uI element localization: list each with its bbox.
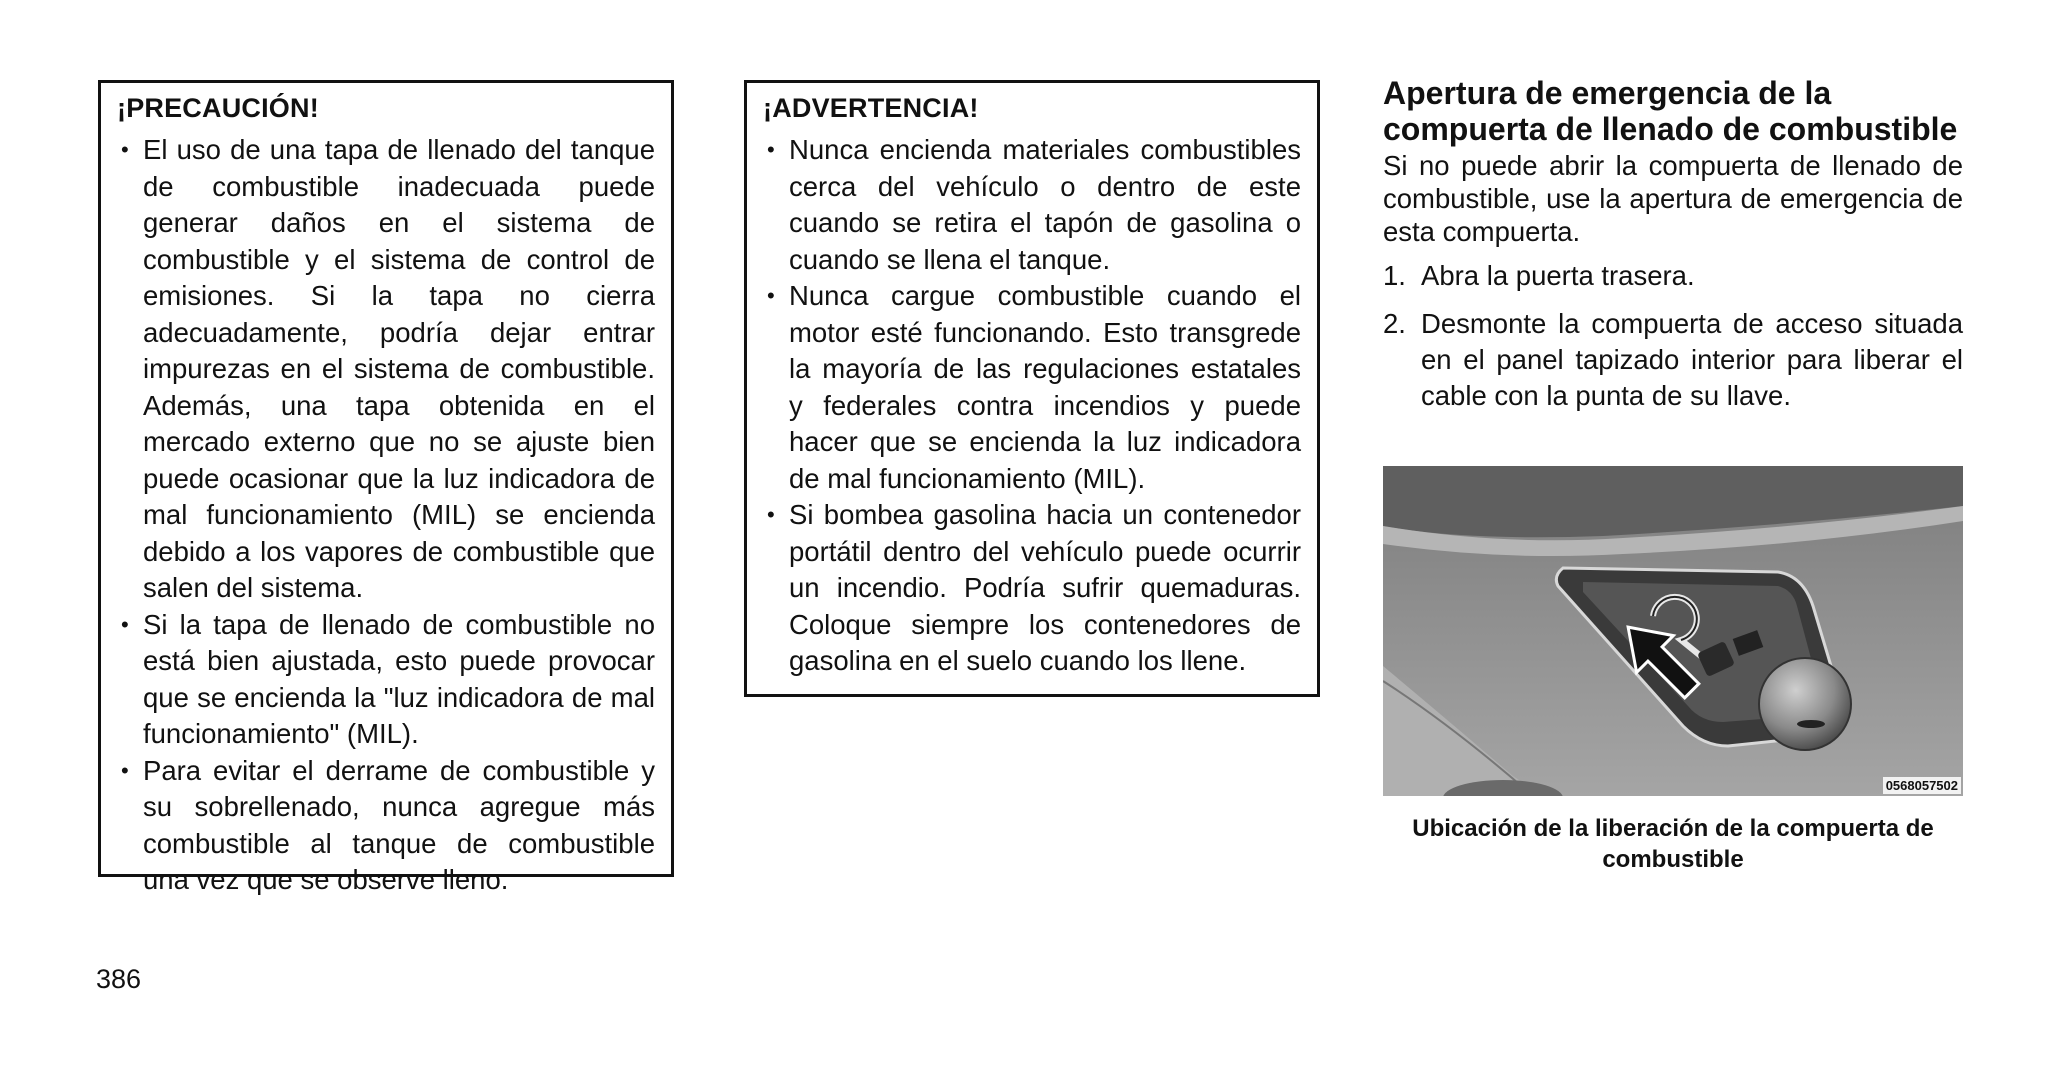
- section-heading: Apertura de emergencia de la compuerta de llenado de combustible: [1383, 75, 1958, 147]
- step-number: 1.: [1383, 260, 1406, 291]
- caution-item: • Si la tapa de llenado de combustible no está bien ajustada, esto puede provocar que se encienda la "luz indicadora de mal funcionamiento" (MIL).: [121, 608, 655, 749]
- step-number: 2.: [1383, 308, 1406, 339]
- fuel-door-release-photo: [1383, 466, 1963, 796]
- bullet-icon: •: [121, 757, 129, 783]
- figure-caption: Ubicación de la liberación de la compuerta de combustible: [1412, 815, 1934, 873]
- bullet-icon: •: [121, 137, 129, 162]
- caution-list: [117, 132, 655, 899]
- warning-list: [763, 132, 1301, 680]
- bullet-icon: •: [767, 137, 775, 162]
- emergency-release-section: [1383, 75, 1963, 426]
- bullet-icon: •: [767, 283, 775, 308]
- bullet-icon: •: [767, 502, 775, 527]
- warning-item: • Nunca cargue combustible cuando el motor esté funcionando. Esto transgrede la mayoría de las regulaciones estatales y federales contra incendios y puede hacer que se encienda la luz indicadora de mal funcionamiento (MIL).: [767, 280, 1301, 494]
- caution-item: • El uso de una tapa de llenado del tanque de combustible inadecuada puede generar daños en el sistema de combustible y el sistema de control de emisiones. Si la tapa no cierra adecuadamente, podría dejar entrar impurezas en el sistema de combustible. Además, una tapa obtenida en el mercado externo que no se ajuste bien puede ocasionar que la luz indicadora de mal funcionamiento (MIL) se encienda debido a los vapores de combustible que salen del sistema.: [121, 134, 655, 603]
- step-item: [1383, 258, 1963, 294]
- warning-item: • Nunca encienda materiales combustibles cerca del vehículo o dentro de este cuando se retira el tapón de gasolina o cuando se llena el tanque.: [767, 134, 1301, 275]
- caution-box: [98, 80, 674, 895]
- warning-item: • Si bombea gasolina hacia un contenedor portátil dentro del vehículo puede ocurrir un incendio. Podría sufrir quemaduras. Coloque siempre los contenedores de gasolina en el suelo cuando los llene.: [767, 499, 1301, 676]
- figure-code: 0568057502: [1883, 777, 1961, 794]
- release-illustration: [1383, 466, 1963, 796]
- warning-title: ¡ADVERTENCIA!: [763, 93, 979, 123]
- caution-item: • Para evitar el derrame de combustible y su sobrellenado, nunca agregue más combustible al tanque de combustible una vez que se observe lleno.: [121, 754, 655, 895]
- section-intro: Si no puede abrir la compuerta de llenado de combustible, use la apertura de emergencia de esta compuerta.: [1383, 150, 1963, 247]
- steps-list: [1383, 258, 1963, 414]
- caution-title: ¡PRECAUCIÓN!: [117, 93, 319, 123]
- step-text: Abra la puerta trasera.: [1421, 260, 1695, 291]
- step-item: [1383, 306, 1963, 414]
- step-text: Desmonte la compuerta de acceso situada en el panel tapizado interior para liberar el cable con la punta de su llave.: [1421, 308, 1963, 411]
- page-number: 386: [96, 964, 142, 994]
- warning-box: [744, 80, 1320, 697]
- bullet-icon: •: [121, 611, 129, 637]
